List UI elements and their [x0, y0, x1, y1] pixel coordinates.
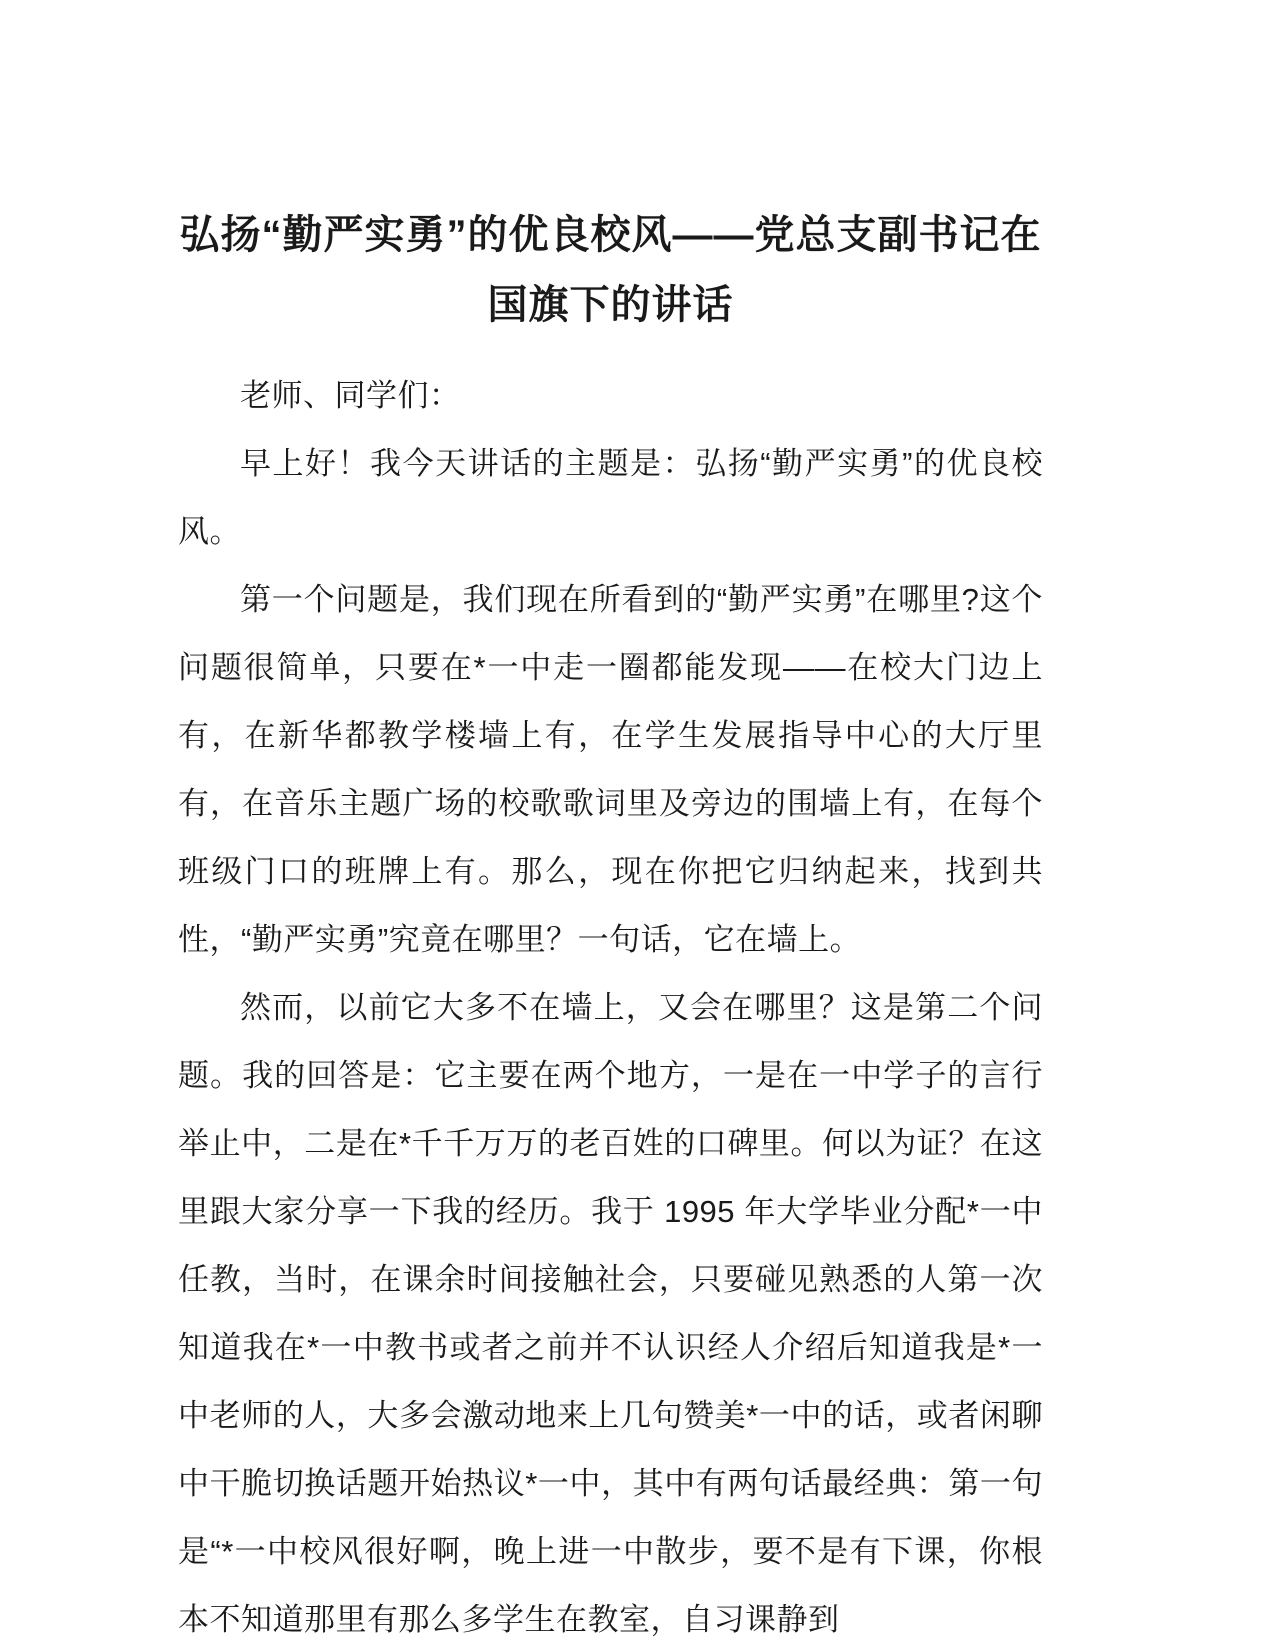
paragraph-first-question: 第一个问题是，我们现在所看到的“勤严实勇”在哪里?这个问题很简单，只要在*一中走一圈都能发现——在校大门边上有，在新华都教学楼墙上有，在学生发展指导中心的大厅里有，在音乐主题广场的校歌歌词里及旁边的围墙上有，在每个班级门口的班牌上有。那么，现在你把它归纳起来，找到共性，“勤严实勇”究竟在哪里？一句话，它在墙上。: [178, 582, 1043, 957]
document-body: [178, 362, 1043, 1650]
paragraph-intro: 早上好！我今天讲话的主题是：弘扬“勤严实勇”的优良校风。: [178, 446, 1043, 549]
paragraph-salutation: 老师、同学们：: [240, 378, 461, 413]
paragraph-second-question: 然而，以前它大多不在墙上，又会在哪里？这是第二个问题。我的回答是：它主要在两个地方，一是在一中学子的言行举止中，二是在*千千万万的老百姓的口碑里。何以为证？在这里跟大家分享一下我的经历。我于 1995 年大学毕业分配*一中任教，当时，在课余时间接触社会，只要碰见熟悉的人第一次知道我在*一中教书或者之前并不认识经人介绍后知道我是*一中老师的人，大多会激动地来上几句赞美*一中的话，或者闲聊中干脆切换话题开始热议*一中，其中有两句话最经典：第一句是“*一中校风很好啊，晚上进一中散步，要不是有下课，你根本不知道那里有那么多学生在教室，自习课静到: [178, 990, 1043, 1637]
document-title: 弘扬“勤严实勇”的优良校风——党总支副书记在国旗下的讲话: [179, 213, 1042, 327]
